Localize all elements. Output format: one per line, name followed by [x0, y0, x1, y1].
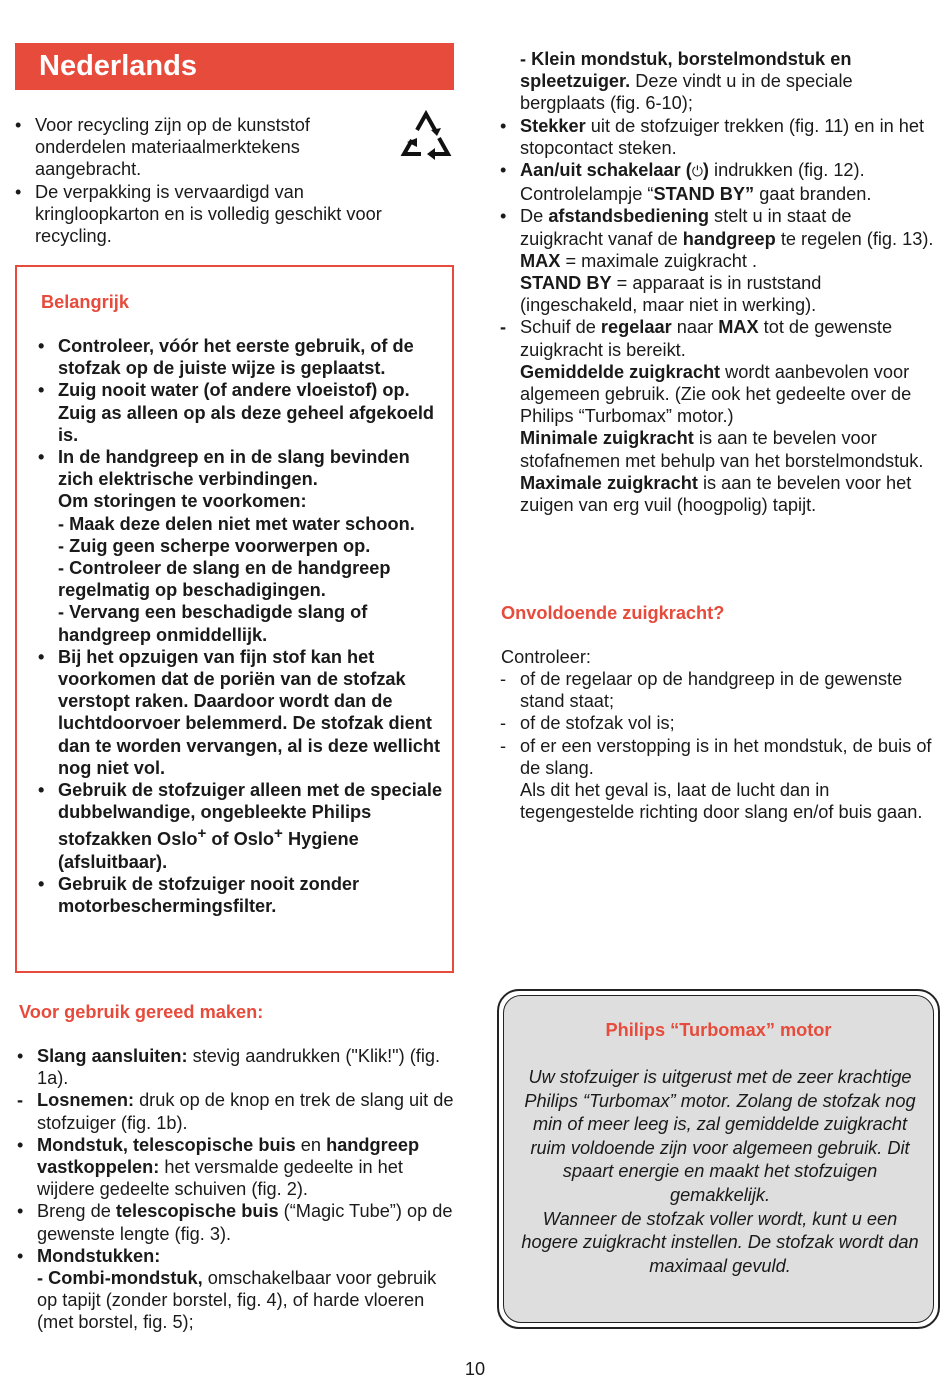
list-item-text: Controleer, vóór het eerste gebruik, of de stofzak op de juiste wijze is geplaatst. [58, 336, 414, 379]
bullet: • [15, 115, 22, 135]
list-item [17, 1134, 457, 1201]
list-item-label: telescopische buis [115, 1201, 279, 1222]
list-item-text: tot de gewenste zuigkracht is bereikt. [520, 317, 893, 360]
list-item-text: De verpakking is vervaardigd van kringloopkarton en is volledig geschikt voor recycling. [35, 181, 382, 247]
page-number: 10 [464, 1359, 486, 1379]
list-item [38, 446, 448, 646]
list-item-label: handgreep vastkoppelen: [37, 1134, 420, 1178]
bullet: • [17, 1201, 24, 1222]
suction-medium-label: Gemiddelde zuigkracht [520, 361, 721, 382]
list-item [17, 1200, 457, 1244]
list-item-label: Stekker [520, 115, 586, 136]
bullet: - [500, 317, 507, 338]
max-label: MAX [520, 250, 561, 271]
list-item-label: afstandsbediening [548, 206, 709, 227]
power-icon: ⏻ [691, 164, 703, 181]
sub-heading: Om storingen te voorkomen: [58, 491, 307, 512]
list-item-text: druk op de knop en trek de slang uit de stofzuiger (fig. 1b). [37, 1090, 454, 1133]
recycle-icon [395, 108, 457, 170]
list-item-label: MAX [718, 317, 759, 338]
operation-list [500, 48, 935, 516]
bullet: • [38, 447, 45, 468]
bullet: • [38, 646, 45, 667]
list-item-text: (“Magic Tube”) op de gewenste lengte (fig. 3). [37, 1201, 453, 1244]
closing-text: Als dit het geval is, laat de lucht dan in tegengestelde richting door slang en/of buis gaan. [520, 780, 923, 823]
bullet: • [15, 181, 22, 202]
list-item [17, 1245, 457, 1334]
bullet: • [38, 873, 45, 894]
list-item [500, 316, 935, 516]
sub-item: - Vervang een beschadigde slang of handgreep onmiddellijk. [58, 602, 368, 645]
bullet: • [17, 1046, 24, 1066]
standby-text: = apparaat is in ruststand (ingeschakeld, maar niet in werking). [520, 273, 822, 316]
list-item [500, 159, 935, 205]
list-item-text: Schuif de [520, 317, 601, 338]
max-text: = maximale zuigkracht . [560, 250, 758, 271]
important-list [38, 335, 448, 917]
list-item [15, 114, 395, 181]
list-item [500, 735, 940, 824]
list-item [500, 712, 940, 734]
standby-label: STAND BY [520, 273, 612, 294]
list-item [38, 646, 448, 779]
suction-max-label: Maximale zuigkracht [520, 472, 698, 493]
list-item-text: Voor recycling zijn op de kunststof onderdelen materiaalmerktekens aangebracht. [35, 115, 310, 180]
sub-item: - Controleer de slang en de handgreep regelmatig op beschadigingen. [58, 558, 391, 601]
list-item [17, 1045, 457, 1089]
list-item-label: Slang aansluiten: [37, 1046, 188, 1066]
list-item-text: of de regelaar op de handgreep in de gewenste stand staat; [520, 669, 903, 712]
list-item-label: Aan/uit schakelaar ( [520, 160, 692, 181]
list-item-text: Gebruik de stofzuiger nooit zonder motorbeschermingsfilter. [58, 873, 360, 917]
list-item-text: uit de stofzuiger trekken (fig. 11) en in het stopcontact steken. [520, 115, 925, 158]
superscript-plus: + [274, 825, 283, 843]
turbomax-paragraph: Wanneer de stofzak voller wordt, kunt u een hogere zuigkracht instellen. De stofzak wordt dan maximaal gevuld. [521, 1208, 919, 1276]
list-item-text: stevig aandrukken ("Klik!") (fig. 1a). [37, 1046, 441, 1089]
prepare-list [17, 1045, 457, 1334]
important-heading: Belangrijk [41, 292, 129, 312]
turbomax-paragraph: Uw stofzuiger is uitgerust met de zeer krachtige Philips “Turbomax” motor. Zolang de stofzak nog min of meer leeg is, zal gemiddelde zuigkracht ruim voldoende zijn voor algemeen gebruik. Dit spaart energie en maakt het stofzuigen gemakkelijk. [524, 1067, 916, 1205]
list-item-label: - Klein mondstuk, borstelmondstuk en spleetzuiger. [520, 49, 852, 92]
turbomax-heading: Philips “Turbomax” motor [605, 1020, 832, 1040]
list-item-label: regelaar [600, 317, 672, 338]
list-item-text: en [295, 1134, 327, 1155]
list-item-text: In de handgreep en in de slang bevinden zich elektrische verbindingen. [58, 447, 410, 490]
list-item [500, 48, 935, 115]
suction-min-text: is aan te bevelen voor stofafnemen met behulp van het borstelmondstuk. [520, 428, 924, 471]
superscript-plus: + [197, 825, 207, 843]
list-item-text: Breng de [37, 1201, 116, 1222]
sub-item-label: - Combi-mondstuk, [37, 1268, 203, 1289]
list-item-label: STAND BY” [653, 184, 755, 205]
list-item [15, 181, 395, 248]
list-item-text: Gebruik de stofzuiger alleen met de speciale dubbelwandige, ongebleekte Philips stofzakken Oslo [58, 780, 443, 850]
sub-item: - Zuig geen scherpe voorwerpen op. [58, 535, 371, 556]
list-item-text: Deze vindt u in de speciale bergplaats (fig. 6-10); [520, 71, 853, 114]
list-item-label: Mondstukken: [37, 1245, 161, 1266]
bullet: • [38, 780, 45, 801]
insufficient-intro: Controleer: [501, 647, 591, 667]
list-item [500, 668, 940, 712]
bullet: • [38, 380, 45, 401]
list-item-text: naar [671, 317, 719, 338]
list-item-label: handgreep [682, 228, 776, 249]
list-item-text: of er een verstopping is in het mondstuk, de buis of de slang. [520, 735, 932, 778]
bullet: • [500, 206, 507, 227]
bullet: - [500, 669, 507, 689]
bullet: • [17, 1245, 24, 1266]
list-item-text: of Oslo [206, 829, 275, 850]
bullet: • [38, 336, 45, 356]
list-item-text: De [520, 206, 549, 227]
list-item-text: indrukken (fig. 12). [708, 160, 865, 181]
bullet: • [500, 115, 507, 136]
insufficient-heading: Onvoldoende zuigkracht? [501, 603, 725, 623]
list-item-text: Controlelampje “ [520, 184, 654, 205]
list-item-text: gaat branden. [754, 184, 872, 205]
list-item-text: te regelen (fig. 13). [775, 228, 934, 249]
list-item [38, 873, 448, 917]
list-item-text: Zuig nooit water (of andere vloeistof) op. Zuig as alleen op als deze geheel afgekoeld is. [58, 380, 434, 445]
suction-medium-text: wordt aanbevolen voor algemeen gebruik. (Zie ook het gedeelte over de Philips “Turbomax” motor.) [520, 361, 912, 427]
bullet: - [500, 713, 507, 734]
list-item [500, 205, 935, 316]
list-item-text: stelt u in staat de zuigkracht vanaf de [520, 206, 852, 249]
list-item [17, 1089, 457, 1133]
bullet: - [500, 735, 507, 756]
sub-item: - Maak deze delen niet met water schoon. [58, 513, 415, 534]
bullet: • [500, 160, 507, 181]
list-item [500, 115, 935, 159]
list-item [38, 379, 448, 446]
bullet: • [17, 1134, 24, 1155]
list-item-label: Losnemen: [37, 1090, 135, 1111]
sub-item-text: omschakelbaar voor gebruik op tapijt (zonder borstel, fig. 4), of harde vloeren (met borstel, fig. 5); [37, 1268, 437, 1333]
bullet: - [17, 1090, 24, 1111]
prepare-heading: Voor gebruik gereed maken: [19, 1002, 264, 1022]
turbomax-body [520, 1066, 920, 1278]
list-item-label: Mondstuk, telescopische buis [37, 1134, 296, 1155]
list-item-text: of de stofzak vol is; [520, 713, 675, 734]
insufficient-list [500, 668, 940, 823]
list-item-text: het versmalde gedeelte in het wijdere gedeelte schuiven (fig. 2). [37, 1157, 403, 1200]
list-item-text: Bij het opzuigen van fijn stof kan het voorkomen dat de poriën van de stofzak verstopt raken. Daardoor wordt dan de luchtdoorvoer belemmerd. De stofzak dient dan te worden vervangen, al is deze wellicht nog niet vol. [58, 646, 441, 778]
suction-min-label: Minimale zuigkracht [520, 428, 694, 449]
page-title: Nederlands [15, 43, 454, 90]
intro-list [15, 114, 395, 247]
list-item [38, 779, 448, 873]
list-item-text: Hygiene (afsluitbaar). [58, 829, 359, 872]
suction-max-text: is aan te bevelen voor het zuigen van erg vuil (hoogpolig) tapijt. [520, 472, 912, 516]
list-item-label: ) [702, 160, 709, 181]
list-item [38, 335, 448, 379]
